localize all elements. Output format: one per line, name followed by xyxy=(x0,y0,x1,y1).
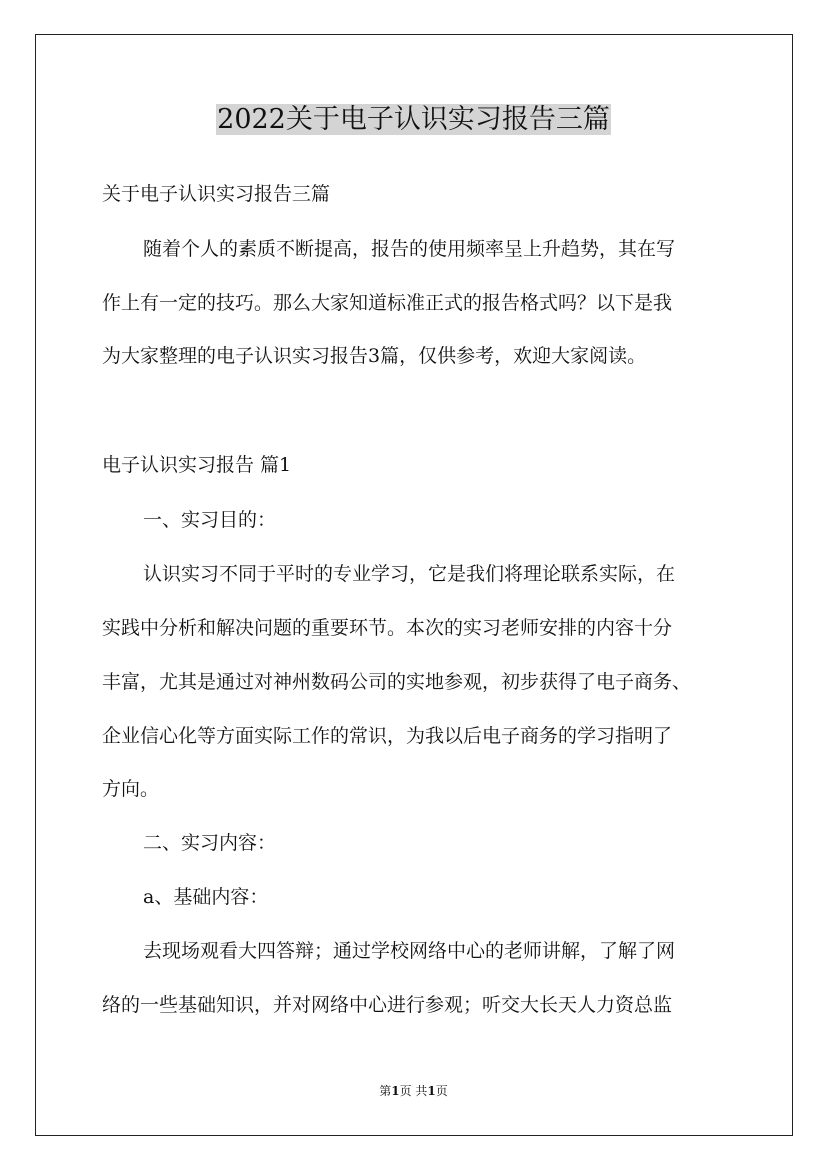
page-footer xyxy=(0,1083,827,1099)
footer-page-mid: 页 共 xyxy=(399,1084,428,1098)
paragraph-line: 作上有一定的技巧。那么大家知道标准正式的报告格式吗？以下是我 xyxy=(102,292,673,314)
footer-page-total: 1 xyxy=(427,1084,436,1098)
section-heading: 电子认识实习报告 篇1 xyxy=(102,454,292,476)
footer-page-suffix: 页 xyxy=(435,1084,448,1098)
footer-page-prefix: 第 xyxy=(379,1084,392,1098)
paragraph-line: 随着个人的素质不断提高，报告的使用频率呈上升趋势，其在写 xyxy=(143,238,676,260)
paragraph-line: 一、实习目的： xyxy=(143,509,277,531)
paragraph-line: 丰富，尤其是通过对神州数码公司的实地参观，初步获得了电子商务、 xyxy=(102,671,692,693)
paragraph-line: 关于电子认识实习报告三篇 xyxy=(102,183,331,205)
document-title xyxy=(0,100,827,140)
paragraph-line: 企业信心化等方面实际工作的常识，为我以后电子商务的学习指明了 xyxy=(102,725,673,747)
paragraph-line: 络的一些基础知识，并对网络中心进行参观；听交大长天人力资总监 xyxy=(102,994,673,1016)
title-text: 2022关于电子认识实习报告三篇 xyxy=(217,104,610,135)
paragraph-line: 去现场观看大四答辩；通过学校网络中心的老师讲解，了解了网 xyxy=(143,940,676,962)
paragraph-line: 方向。 xyxy=(102,778,160,800)
footer-page-current: 1 xyxy=(391,1084,400,1098)
paragraph-line: 认识实习不同于平时的专业学习，它是我们将理论联系实际，在 xyxy=(143,563,676,585)
paragraph-line: a、基础内容： xyxy=(143,886,269,908)
paragraph-line: 为大家整理的电子认识实习报告3篇，仅供参考，欢迎大家阅读。 xyxy=(102,345,647,367)
paragraph-line: 二、实习内容： xyxy=(143,832,277,854)
paragraph-line: 实践中分析和解决问题的重要环节。本次的实习老师安排的内容十分 xyxy=(102,617,673,639)
